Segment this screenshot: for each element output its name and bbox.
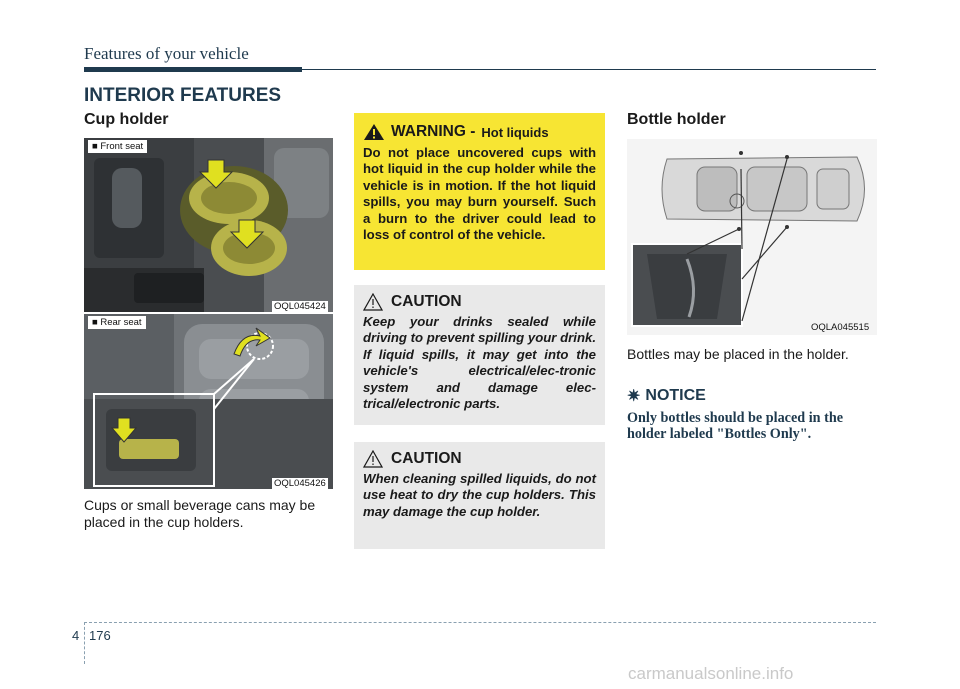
caution-text: When cleaning spilled liquids, do not use heat to dry the cup holders. This may damage the cup holder. <box>363 471 596 519</box>
caution-triangle-icon <box>363 293 383 311</box>
header-bar <box>84 67 302 72</box>
cup-holder-description: Cups or small beverage cans may be placed in the cup holders. <box>84 497 316 530</box>
header-rule <box>302 69 876 70</box>
warning-triangle-icon <box>363 123 385 141</box>
rear-seat-photo <box>84 314 333 489</box>
notice-title: NOTICE <box>645 387 706 404</box>
caution-box-drinks <box>354 285 605 425</box>
caution-text: Keep your drinks sealed while driving to prevent spilling your drink. If liquid spills, it may get into the vehicle's electrical/elec-tronic system and damage elec-trical/electronic parts. <box>363 314 597 412</box>
caution-triangle-icon <box>363 450 383 468</box>
watermark: carmanualsonline.info <box>628 664 794 683</box>
bottle-holder-image-code: OQLA045515 <box>811 322 870 333</box>
header-title: Features of your vehicle <box>84 44 249 63</box>
front-seat-photo <box>84 138 333 312</box>
bottle-holder-description: Bottles may be placed in the holder. <box>627 346 849 362</box>
bottle-holder-diagram <box>627 139 877 335</box>
footer-separator <box>84 622 85 664</box>
notice-heading <box>627 386 706 406</box>
front-seat-image-code: OQL045424 <box>274 301 326 312</box>
caution-box-cleaning <box>354 442 605 549</box>
warning-subtitle: Hot liquids <box>481 124 549 140</box>
caution-title: CAUTION <box>391 450 462 467</box>
rear-seat-illustration <box>84 314 333 489</box>
warning-title: WARNING - <box>391 123 476 140</box>
warning-box <box>354 113 605 270</box>
rear-seat-label: ■ Rear seat <box>88 316 146 329</box>
footer-rule <box>84 622 876 623</box>
notice-star-icon: ✷ <box>627 388 641 405</box>
front-seat-label: ■ Front seat <box>88 140 147 153</box>
front-seat-illustration <box>84 138 333 312</box>
chapter-number: 4 <box>72 628 80 643</box>
cup-holder-title: Cup holder <box>84 111 169 128</box>
section-title: INTERIOR FEATURES <box>84 85 282 106</box>
bottle-holder-title: Bottle holder <box>627 111 726 128</box>
warning-text: Do not place uncovered cups with hot liquid in the cup holder while the vehicle is in motion. If the hot liquid spills, you may burn yourself. Such a burn to the driver could lead to loss of control of the vehicle. <box>363 145 596 243</box>
notice-text: Only bottles should be placed in the holder labeled "Bottles Only". <box>627 410 844 442</box>
caution-title: CAUTION <box>391 293 462 310</box>
car-top-view-illustration <box>627 139 877 335</box>
page-number: 176 <box>89 628 111 643</box>
rear-seat-image-code: OQL045426 <box>274 478 326 489</box>
